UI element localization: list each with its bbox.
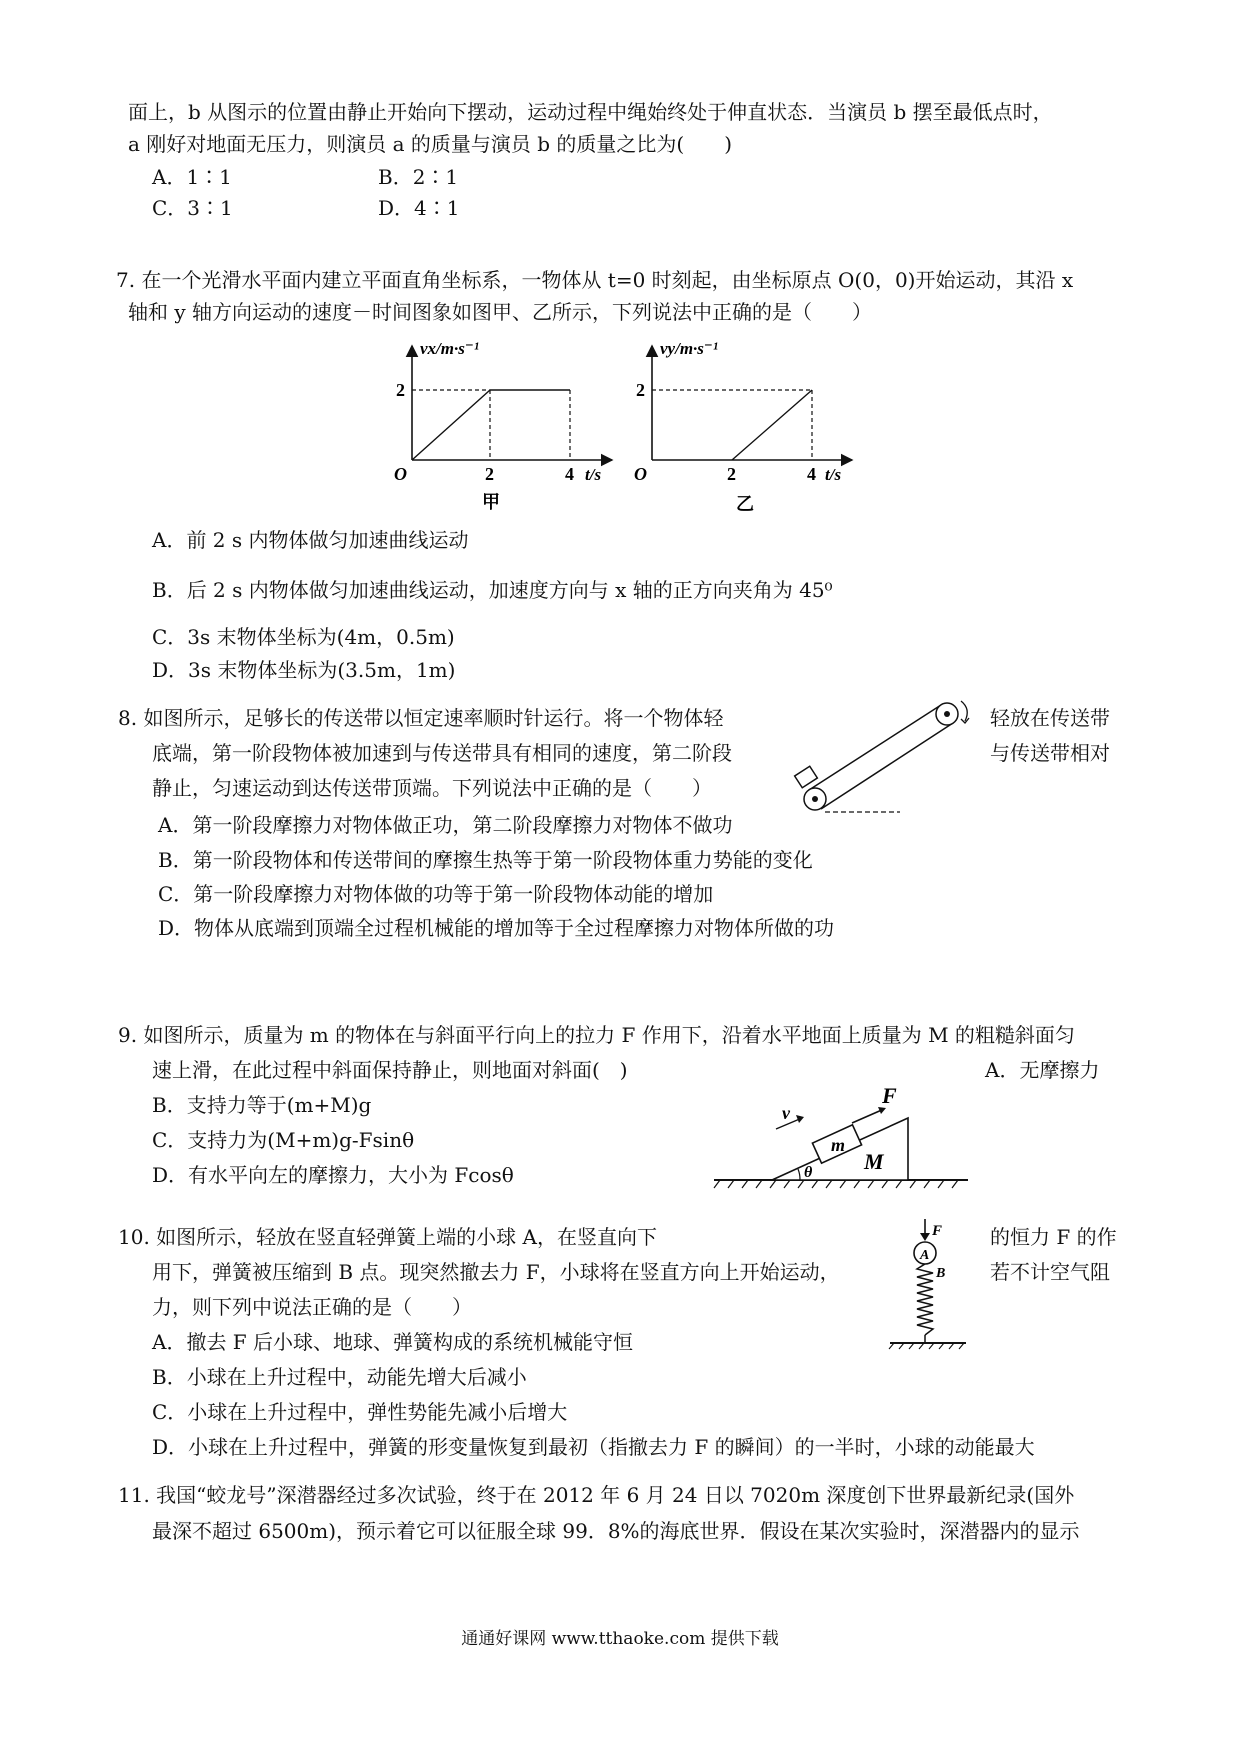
q8-option-a: A．第一阶段摩擦力对物体做正功，第二阶段摩擦力对物体不做功 bbox=[158, 813, 733, 837]
q10-line2a: 用下，弹簧被压缩到 B 点。现突然撤去力 F，小球将在竖直方向上开始运动， bbox=[152, 1260, 840, 1284]
x-tick-4: 4 bbox=[565, 464, 574, 484]
x-tick-2: 2 bbox=[485, 464, 494, 484]
q6-line1: 面上，b 从图示的位置由静止开始向下摆动，运动过程中绳始终处于伸直状态．当演员 b 摆至最低点时， bbox=[128, 100, 1053, 124]
q8-line2a: 底端，第一阶段物体被加速到与传送带具有相同的速度，第二阶段 bbox=[152, 741, 732, 765]
q8-option-d: D．物体从底端到顶端全过程机械能的增加等于全过程摩擦力对物体所做的功 bbox=[158, 916, 835, 940]
F-label: F bbox=[932, 1223, 943, 1239]
q8-line1a: 8. 如图所示，足够长的传送带以恒定速率顺时针运行。将一个物体轻 bbox=[118, 706, 724, 730]
q9-option-d: D．有水平向左的摩擦力，大小为 Fcosθ bbox=[152, 1163, 514, 1187]
conveyor-belt-figure bbox=[785, 695, 985, 820]
y-axis-label: vx/m·s⁻¹ bbox=[420, 339, 479, 358]
origin-label: O bbox=[634, 464, 647, 484]
B-label: B bbox=[936, 1266, 946, 1281]
y-axis-label: vy/m·s⁻¹ bbox=[660, 339, 718, 358]
ground-hatch bbox=[714, 1180, 958, 1188]
clockwise-arrow-icon bbox=[961, 701, 967, 721]
q7-option-a: A．前 2 s 内物体做匀加速曲线运动 bbox=[152, 528, 469, 552]
q7-option-d: D．3s 末物体坐标为(3.5m，1m) bbox=[152, 658, 456, 682]
x-tick-4: 4 bbox=[807, 464, 816, 484]
spring-coil bbox=[917, 1264, 933, 1335]
q10-line1b: 的恒力 F 的作 bbox=[990, 1225, 1117, 1249]
q6-option-c: C．3∶1 bbox=[152, 196, 233, 220]
q8-option-b: B．第一阶段物体和传送带间的摩擦生热等于第一阶段物体重力势能的变化 bbox=[158, 848, 813, 872]
q8-line1b: 轻放在传送带 bbox=[990, 706, 1110, 730]
q10-line2b: 若不计空气阻 bbox=[990, 1260, 1110, 1284]
block bbox=[795, 766, 818, 788]
q7-line1: 7. 在一个光滑水平面内建立平面直角坐标系，一物体从 t=0 时刻起，由坐标原点 O(0，0)开始运动，其沿 x bbox=[116, 268, 1074, 292]
caption-jia: 甲 bbox=[482, 492, 500, 512]
x-axis-label: t/s bbox=[585, 465, 602, 484]
q9-option-c: C．支持力为(M+m)g-Fsinθ bbox=[152, 1128, 415, 1152]
q9-option-b: B．支持力等于(m+M)g bbox=[152, 1093, 372, 1117]
q9-line1: 9. 如图所示，质量为 m 的物体在与斜面平行向上的拉力 F 作用下，沿着水平地面上质量为 M 的粗糙斜面匀 bbox=[118, 1023, 1075, 1047]
vy-rising-segment bbox=[732, 390, 812, 460]
q8-line3: 静止，匀速运动到达传送带顶端。下列说法中正确的是（ ） bbox=[152, 776, 712, 800]
q10-line3: 力，则下列中说法正确的是（ ） bbox=[152, 1295, 472, 1319]
q8-line2b: 与传送带相对 bbox=[990, 741, 1110, 765]
q7-line2: 轴和 y 轴方向运动的速度－时间图象如图甲、乙所示，下列说法中正确的是（ ） bbox=[128, 300, 873, 324]
q8-option-c: C．第一阶段摩擦力对物体做的功等于第一阶段物体动能的增加 bbox=[158, 882, 714, 906]
m-label: m bbox=[831, 1135, 846, 1155]
origin-label: O bbox=[394, 464, 407, 484]
theta-label: θ bbox=[804, 1164, 813, 1181]
page-footer: 通通好课网 www.tthaoke.com 提供下载 bbox=[461, 1629, 779, 1649]
q6-option-a: A．1∶1 bbox=[152, 165, 232, 189]
q10-option-a: A．撤去 F 后小球、地球、弹簧构成的系统机械能守恒 bbox=[152, 1330, 634, 1354]
q7-graph-jia bbox=[390, 340, 620, 520]
q6-option-d: D．4∶1 bbox=[378, 196, 460, 220]
F-label: F bbox=[882, 1083, 897, 1108]
belt-bottom bbox=[821, 723, 953, 809]
q10-option-d: D．小球在上升过程中，弹簧的形变量恢复到最初（指撤去力 F 的瞬间）的一半时，小球的动能最大 bbox=[152, 1435, 1035, 1459]
caption-yi: 乙 bbox=[736, 494, 754, 514]
x-axis-label: t/s bbox=[825, 465, 842, 484]
q11-line1: 11. 我国“蛟龙号”深潜器经过多次试验，终于在 2012 年 6 月 24 日以 7020m 深度创下世界最新纪录(国外 bbox=[118, 1483, 1075, 1507]
A-label: A bbox=[920, 1248, 930, 1263]
q11-line2: 最深不超过 6500m)，预示着它可以征服全球 99．8%的海底世界．假设在某次实验时，深潜器内的显示 bbox=[152, 1519, 1080, 1543]
vx-rising-segment bbox=[412, 390, 490, 460]
q10-line1a: 10. 如图所示，轻放在竖直轻弹簧上端的小球 A，在竖直向下 bbox=[118, 1225, 657, 1249]
x-tick-2: 2 bbox=[727, 464, 736, 484]
q6-line2: a 刚好对地面无压力，则演员 a 的质量与演员 b 的质量之比为( ) bbox=[128, 132, 733, 156]
v-label: v bbox=[782, 1103, 790, 1123]
q7-option-c: C．3s 末物体坐标为(4m，0.5m) bbox=[152, 625, 455, 649]
q10-option-c: C．小球在上升过程中，弹性势能先减小后增大 bbox=[152, 1400, 568, 1424]
q7-option-b: B．后 2 s 内物体做匀加速曲线运动，加速度方向与 x 轴的正方向夹角为 45⁰ bbox=[152, 578, 833, 602]
y-tick-2: 2 bbox=[636, 380, 645, 400]
M-label: M bbox=[864, 1149, 884, 1174]
q6-option-b: B．2∶1 bbox=[378, 165, 459, 189]
q10-option-b: B．小球在上升过程中，动能先增大后减小 bbox=[152, 1365, 527, 1389]
incline-figure bbox=[712, 1085, 970, 1195]
q9-option-a: A．无摩擦力 bbox=[985, 1058, 1100, 1082]
spring-figure bbox=[880, 1215, 980, 1360]
force-arrow bbox=[852, 1109, 884, 1123]
belt-top bbox=[809, 705, 941, 790]
q7-graph-yi bbox=[630, 340, 860, 520]
q9-line2: 速上滑，在此过程中斜面保持静止，则地面对斜面( ) bbox=[152, 1058, 628, 1082]
y-tick-2: 2 bbox=[396, 380, 405, 400]
